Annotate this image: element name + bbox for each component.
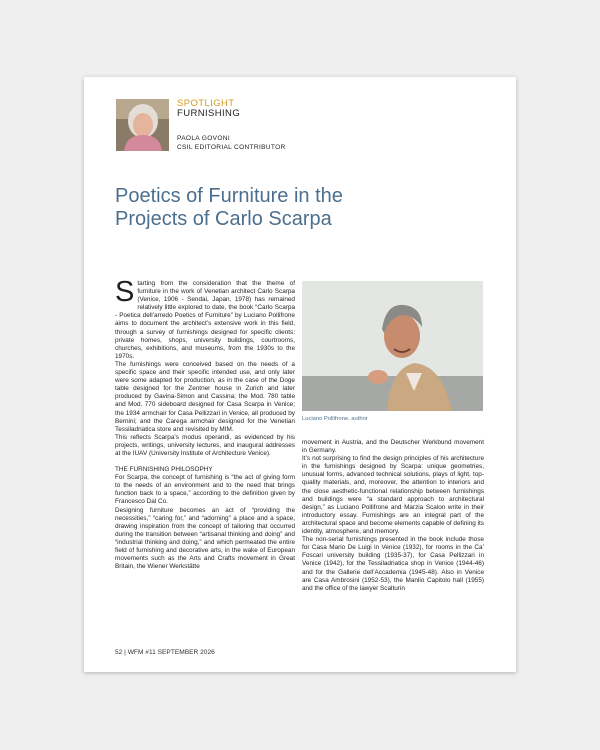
paragraph: It’s not surprising to find the design principles of his architecture in the furnishings designed by Scarpa: unique geometries, unusual forms, advanced technical solutions, plays of light, top-quality materials, and, moreover, the attention to interiors and the close aesthetic-functional relationship between furnishings and buildings were “a standard approach to architectural design,” as Luciano Pollifrone and Marzia Scalon write in their introductory essay. Furnishings are an integral part of the architectural space and become elements capable of defining its identity, atmosphere, and memory. (302, 455, 484, 536)
paragraph: The non-serial furnishings presented in the book include those for Casa Mario De Luigi in Venice (1932), for rooms in the Ca’ Foscari university building (1935-37), for Casa Pellizzari in Venice (1942), for the Tessiladriatica shop in Venice (1944-46) and for the Gallerie dell’Accademia (1945-48). Also in Venice are Casa Ambrosini (1952-53), the Manlio Capitolo hall (1955) and the office of the lawyer Scalturin (302, 536, 484, 592)
spotlight-kicker: SPOTLIGHT (177, 98, 235, 109)
author-photo (116, 99, 169, 151)
page-footer: 52 | WFM #11 SEPTEMBER 2026 (115, 649, 215, 656)
drop-cap: S (115, 276, 135, 308)
photo-caption: Luciano Pollifrone, author (302, 416, 368, 422)
paragraph: For Scarpa, the concept of furnishing is “the act of giving form to the needs of an environment and to the need that brings function back to a space,” according to the definition given by Francesco Dal Co. (115, 474, 295, 506)
section-label: FURNISHING (177, 108, 241, 119)
article-title-line-1: Poetics of Furniture in the (115, 185, 343, 207)
magazine-page (84, 77, 516, 672)
article-title (115, 185, 475, 231)
article-title-line-2: Projects of Carlo Scarpa (115, 208, 332, 230)
paragraph-text: tarting from the consideration that the theme of furniture in the work of Venetian architect Carlo Scarpa (Venice, 1906 - Sendai, Japan, 1978) has remained relatively little explored to date, the book “Carlo Scarpa - Poetica dell’arredo Poetics of Furniture” by Luciano Pollifrone aims to document the architect’s extensive work in this field, through a survey of furnishings designed for specific clients: private homes, shops, university buildings, courtrooms, churches, exhibitions, and museums, from the 1930s to the 1970s. (115, 280, 295, 360)
article-column-right (302, 439, 484, 593)
paragraph: The furnishings were conceived based on the needs of a specific space and their specific intended use, and only later were some adapted for production, as in the case of the Doge table designed for the Zentner house in Zurich and later produced by Gavina-Simon and Cassina; the Mod. 780 table and Mod. 770 sideboard designed for Casa Scarpa in Venice; the 1934 armchair for Casa Pellizzari in Venice, all produced by Bernini; and the Carega armchair designed for the Venetian Tessiladriatica store and revisited by MIM. (115, 360, 295, 433)
author-portrait-photo (302, 281, 483, 411)
paragraph: Designing furniture becomes an act of “providing the necessities,” “caring for,” and “adorning” a place and a space, drawing inspiration from the concept of tailoring that occurred during the transition between “artisanal thinking and doing” and “industrial thinking and doing,” and which permeated the entire field of furnishing and decorative arts, in the wake of European movements such as the Arts and Crafts movement in Great Britain, the Wiener Werkstätte (115, 506, 295, 571)
paragraph: movement in Austria, and the Deutscher Werkbund movement in Germany. (302, 439, 484, 455)
author-name: PAOLA GOVONI (177, 135, 230, 142)
author-role: CSIL EDITORIAL CONTRIBUTOR (177, 144, 286, 151)
article-column-left (115, 276, 295, 571)
paragraph (115, 276, 295, 361)
section-subhead: THE FURNISHING PHILOSOPHY (115, 466, 213, 474)
paragraph: This reflects Scarpa’s modus operandi, as evidenced by his projects, writings, university lectures, and inaugural addresses at the IUAV (University Institute of Architecture Venice). (115, 433, 295, 457)
